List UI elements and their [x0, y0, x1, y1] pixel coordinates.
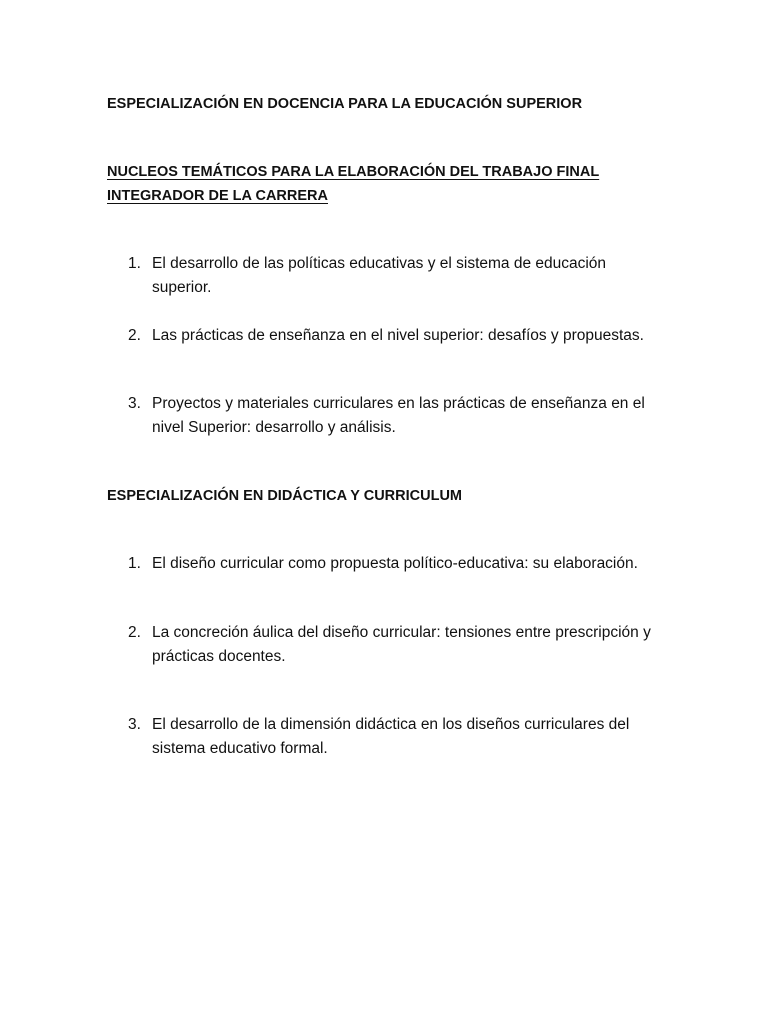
- document-title: ESPECIALIZACIÓN EN DOCENCIA PARA LA EDUCACIÓN SUPERIOR: [107, 96, 583, 112]
- list-item-number: 2.: [128, 327, 141, 344]
- list-item: [128, 621, 668, 669]
- list-item: [128, 552, 668, 576]
- list-item-number: 1.: [128, 255, 141, 272]
- section2-title: ESPECIALIZACIÓN EN DIDÁCTICA Y CURRICULUM: [107, 488, 462, 504]
- list-item-number: 3.: [128, 395, 141, 412]
- list-item-text: La concreción áulica del diseño curricular: tensiones entre prescripción y prácticas docentes.: [152, 624, 651, 665]
- list-item-number: 2.: [128, 624, 141, 641]
- list-item-text: El diseño curricular como propuesta político-educativa: su elaboración.: [152, 555, 638, 572]
- list-item: [128, 713, 668, 761]
- list-item-text: El desarrollo de la dimensión didáctica en los diseños curriculares del sistema educativo formal.: [152, 716, 630, 757]
- list-item-text: El desarrollo de las políticas educativas y el sistema de educación superior.: [152, 255, 607, 296]
- list-item-number: 3.: [128, 716, 141, 733]
- document-subtitle: NUCLEOS TEMÁTICOS PARA LA ELABORACIÓN DEL TRABAJO FINAL INTEGRADOR DE LA CARRERA: [107, 164, 600, 204]
- list-item: [128, 252, 668, 300]
- list-item: [128, 392, 668, 440]
- list-item-text: Proyectos y materiales curriculares en las prácticas de enseñanza en el nivel Superior: desarrollo y análisis.: [152, 395, 645, 436]
- list-item-text: Las prácticas de enseñanza en el nivel superior: desafíos y propuestas.: [152, 327, 644, 344]
- list-item-number: 1.: [128, 555, 141, 572]
- list-item: [128, 324, 668, 348]
